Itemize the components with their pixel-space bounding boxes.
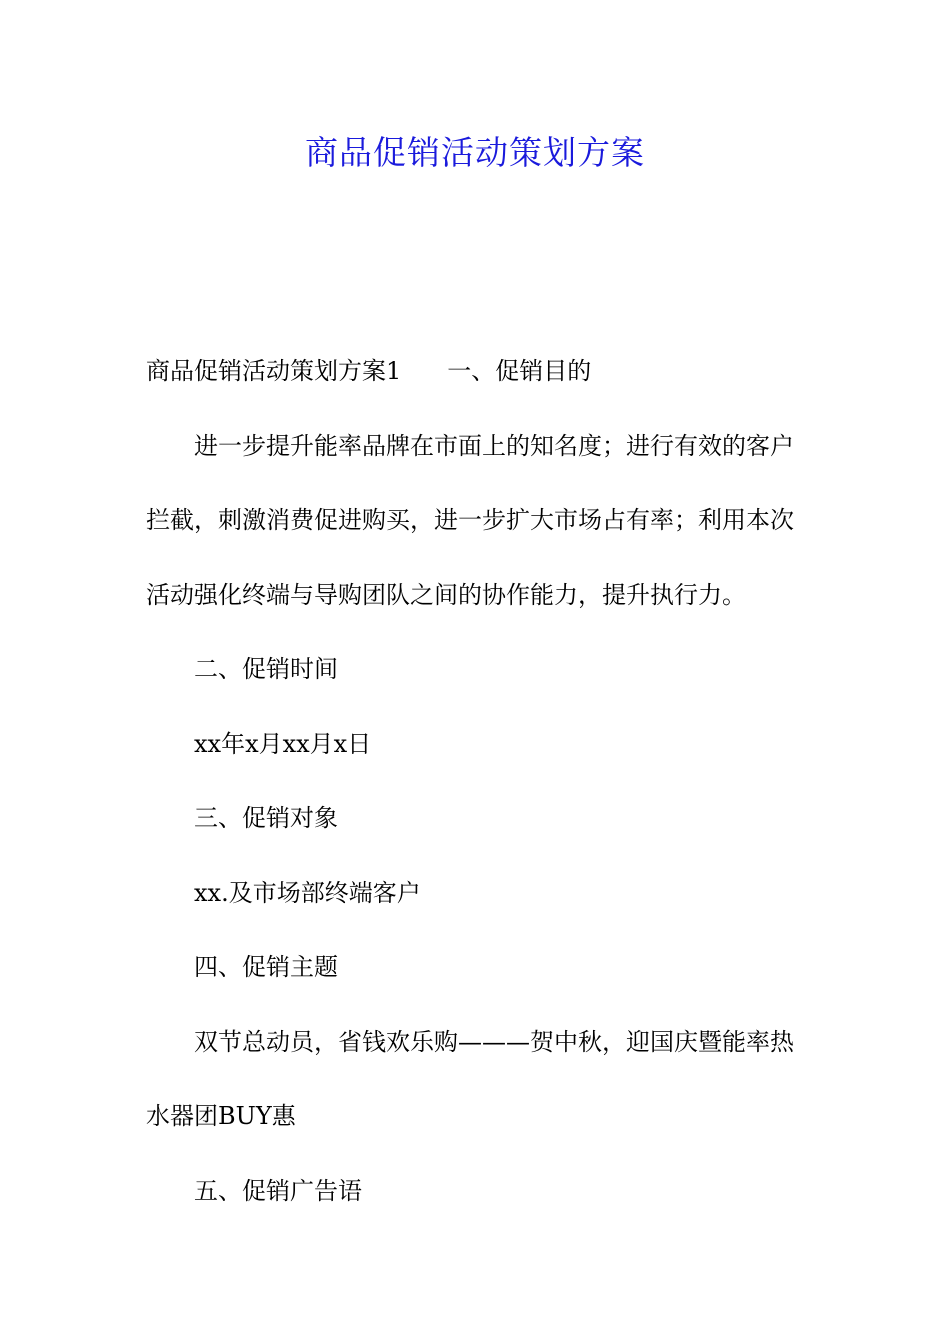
section-heading-5: 五、促销广告语 [194,1176,362,1205]
paragraph-time: xx年x月xx月x日 [194,729,372,758]
section-heading-1: 一、促销目的 [447,357,592,385]
document-lead: 商品促销活动策划方案1 [146,357,402,385]
section-heading-3: 三、促销对象 [194,804,338,832]
paragraph-target: xx.及市场部终端客户 [194,878,421,907]
heading-line [146,334,816,409]
paragraph-purpose: 进一步提升能率品牌在市面上的知名度；进行有效的客户拦截，刺激消费促进购买，进一步扩大市场占有率；利用本次活动强化终端与导购团队之间的协作能力，提升执行力。 [146,431,794,609]
document-body [146,334,816,1228]
paragraph-theme: 双节总动员，省钱欢乐购———贺中秋，迎国庆暨能率热水器团BUY惠 [146,1027,794,1130]
section-heading-4: 四、促销主题 [194,953,338,981]
section-heading-2: 二、促销时间 [194,655,338,683]
document-title: 商品促销活动策划方案 [305,133,645,172]
